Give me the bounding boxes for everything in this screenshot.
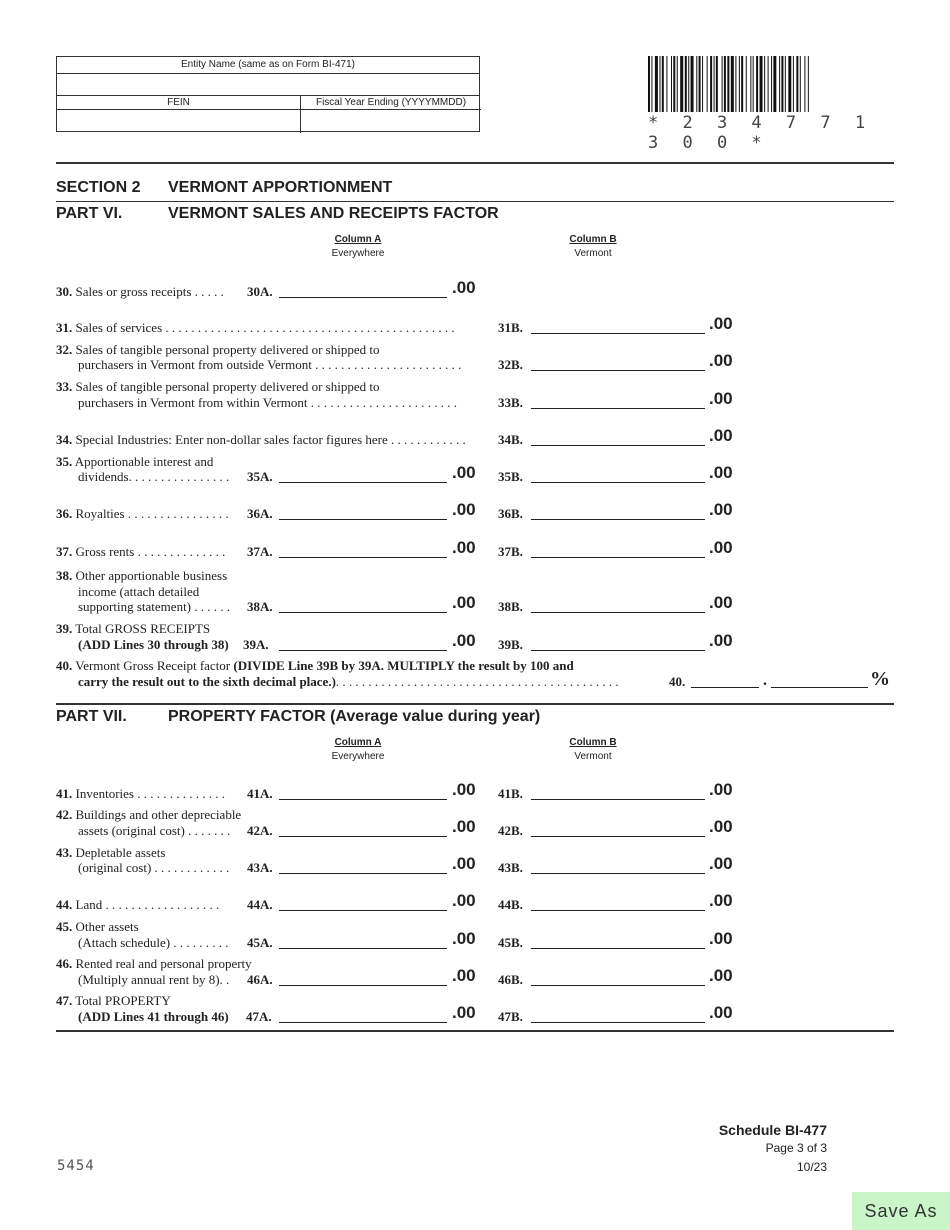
revision-date: 10/23 xyxy=(796,1160,827,1174)
cents-suffix: .00 xyxy=(452,966,476,985)
line-42a-label: 42A. xyxy=(247,823,273,838)
cents-suffix: .00 xyxy=(709,314,733,333)
line-44b-label: 44B. xyxy=(498,897,523,912)
cents-suffix: .00 xyxy=(709,500,733,519)
line-39-label-cont: (ADD Lines 30 through 38) xyxy=(78,637,229,652)
cents-suffix: .00 xyxy=(709,389,733,408)
line-33-label-cont: purchasers in Vermont from within Vermont . . . . . . . . . . . . . . . . . . . . . . . xyxy=(78,395,458,410)
barcode-image xyxy=(648,56,890,112)
column-b-sub: Vermont xyxy=(574,248,612,259)
line-37b-label: 37B. xyxy=(498,544,523,559)
line-40-label: 40. Vermont Gross Receipt factor (DIVIDE Line 39B by 39A. MULTIPLY the result by 100 and xyxy=(56,658,574,673)
line-43a-label: 43A. xyxy=(247,860,273,875)
cents-suffix: .00 xyxy=(709,463,733,482)
cents-suffix: .00 xyxy=(709,817,733,836)
line-32b-label: 32B. xyxy=(498,357,523,372)
line-43-label: 43. Depletable assets xyxy=(56,845,166,860)
line-40-decimal-input[interactable] xyxy=(771,674,868,688)
line-41b-label: 41B. xyxy=(498,786,523,801)
line-44a-input[interactable] xyxy=(279,897,447,911)
column-b-sub: Vermont xyxy=(574,751,612,762)
barcode-text: * 2 3 4 7 7 1 3 0 0 * xyxy=(648,113,873,153)
divider xyxy=(56,162,894,164)
line-40-label-cont: carry the result out to the sixth decimal place.). . . . . . . . . . . . . . . . . . . . . . . . . . . . . . . . . . . . . . . . . . . . xyxy=(78,674,619,689)
line-34b-label: 34B. xyxy=(498,432,523,447)
cents-suffix: .00 xyxy=(709,891,733,910)
line-46b-label: 46B. xyxy=(498,972,523,987)
line-30-label: 30. Sales or gross receipts . . . . . xyxy=(56,284,224,299)
line-40-label-num: 40. xyxy=(669,674,686,689)
section-title: VERMONT APPORTIONMENT xyxy=(168,179,393,196)
line-40-decimal-point: . xyxy=(763,672,767,689)
cents-suffix: .00 xyxy=(709,929,733,948)
line-46-label: 46. Rented real and personal property xyxy=(56,956,252,971)
fiscal-year-input[interactable] xyxy=(301,110,481,133)
line-39b-input[interactable] xyxy=(531,637,705,651)
cents-suffix: .00 xyxy=(709,631,733,650)
line-31b-input[interactable] xyxy=(531,320,705,334)
cents-suffix: .00 xyxy=(452,463,476,482)
line-41b-input[interactable] xyxy=(531,786,705,800)
line-47a-label: 47A. xyxy=(246,1009,272,1024)
cents-suffix: .00 xyxy=(709,351,733,370)
line-45-label: 45. Other assets xyxy=(56,919,139,934)
cents-suffix: .00 xyxy=(709,1003,733,1022)
cents-suffix: .00 xyxy=(452,538,476,557)
line-42a-input[interactable] xyxy=(279,823,447,837)
line-39a-input[interactable] xyxy=(279,637,447,651)
line-41a-label: 41A. xyxy=(247,786,273,801)
line-46a-label: 46A. xyxy=(247,972,273,987)
fein-input[interactable] xyxy=(57,110,300,133)
line-35b-input[interactable] xyxy=(531,469,705,483)
line-38a-input[interactable] xyxy=(279,599,447,613)
cents-suffix: .00 xyxy=(452,500,476,519)
line-40-integer-input[interactable] xyxy=(691,674,759,688)
line-47-label: 47. Total PROPERTY xyxy=(56,993,171,1008)
fiscal-year-cell[interactable] xyxy=(301,110,481,133)
line-47a-input[interactable] xyxy=(279,1009,447,1023)
cents-suffix: .00 xyxy=(452,593,476,612)
line-38b-label: 38B. xyxy=(498,599,523,614)
line-31b-label: 31B. xyxy=(498,320,523,335)
line-38-label: 38. Other apportionable business xyxy=(56,568,228,583)
entity-name-label: Entity Name (same as on Form BI-471) xyxy=(57,57,479,74)
schedule-name: Schedule BI-477 xyxy=(718,1122,827,1138)
line-34b-input[interactable] xyxy=(531,432,705,446)
line-39b-label: 39B. xyxy=(498,637,523,652)
cents-suffix: .00 xyxy=(452,891,476,910)
line-38b-input[interactable] xyxy=(531,599,705,613)
divider xyxy=(56,201,894,202)
line-37a-input[interactable] xyxy=(279,544,447,558)
line-43-label-cont: (original cost) . . . . . . . . . . . . xyxy=(78,860,230,875)
line-38a-label: 38A. xyxy=(247,599,273,614)
cents-suffix: .00 xyxy=(709,854,733,873)
line-42-label-cont: assets (original cost) . . . . . . . xyxy=(78,823,231,838)
column-a-sub: Everywhere xyxy=(331,751,385,762)
line-35b-label: 35B. xyxy=(498,469,523,484)
line-45a-label: 45A. xyxy=(247,935,273,950)
line-42-label: 42. Buildings and other depreciable xyxy=(56,807,242,822)
cents-suffix: .00 xyxy=(709,593,733,612)
line-44a-label: 44A. xyxy=(247,897,273,912)
line-45b-label: 45B. xyxy=(498,935,523,950)
line-34-label: 34. Special Industries: Enter non-dollar sales factor figures here . . . . . . . . . . . . xyxy=(56,432,466,447)
part-vi-number: PART VI. xyxy=(56,205,123,222)
line-36-label: 36. Royalties . . . . . . . . . . . . . . . . xyxy=(56,506,229,521)
line-36b-label: 36B. xyxy=(498,506,523,521)
line-38-label-cont: income (attach detailed xyxy=(78,584,200,599)
line-35a-input[interactable] xyxy=(279,469,447,483)
save-as-button[interactable]: Save As xyxy=(852,1192,950,1230)
percent-sign: % xyxy=(870,668,890,690)
cents-suffix: .00 xyxy=(452,631,476,650)
cents-suffix: .00 xyxy=(709,426,733,445)
line-47b-input[interactable] xyxy=(531,1009,705,1023)
part-vi-title: VERMONT SALES AND RECEIPTS FACTOR xyxy=(168,205,499,222)
entity-name-cell[interactable] xyxy=(57,73,479,96)
section-number: SECTION 2 xyxy=(56,179,141,196)
line-46a-input[interactable] xyxy=(279,972,447,986)
column-a-sub: Everywhere xyxy=(331,248,385,259)
line-43a-input[interactable] xyxy=(279,860,447,874)
line-32-label-cont: purchasers in Vermont from outside Vermont . . . . . . . . . . . . . . . . . . . . . . . xyxy=(78,357,462,372)
line-46-label-cont: (Multiply annual rent by 8). . xyxy=(78,972,230,987)
column-a-title: Column A xyxy=(334,737,382,748)
cents-suffix: .00 xyxy=(709,538,733,557)
line-42b-label: 42B. xyxy=(498,823,523,838)
line-32b-input[interactable] xyxy=(531,357,705,371)
line-33-label: 33. Sales of tangible personal property delivered or shipped to xyxy=(56,379,380,394)
column-a-header xyxy=(298,736,418,764)
cents-suffix: .00 xyxy=(452,780,476,799)
line-37b-input[interactable] xyxy=(531,544,705,558)
cents-suffix: .00 xyxy=(709,780,733,799)
line-39-label: 39. Total GROSS RECEIPTS xyxy=(56,621,211,636)
fein-label: FEIN xyxy=(57,95,301,110)
line-47-label-cont: (ADD Lines 41 through 46) xyxy=(78,1009,229,1024)
cents-suffix: .00 xyxy=(452,278,476,297)
line-46b-input[interactable] xyxy=(531,972,705,986)
line-43b-label: 43B. xyxy=(498,860,523,875)
line-30a-label: 30A. xyxy=(247,284,273,299)
line-45b-input[interactable] xyxy=(531,935,705,949)
column-a-header xyxy=(298,233,418,261)
part-vii-title: PROPERTY FACTOR (Average value during year) xyxy=(168,708,541,725)
line-39a-label: 39A. xyxy=(243,637,269,652)
cents-suffix: .00 xyxy=(452,817,476,836)
line-36a-label: 36A. xyxy=(247,506,273,521)
line-32-label: 32. Sales of tangible personal property delivered or shipped to xyxy=(56,342,380,357)
cents-suffix: .00 xyxy=(709,966,733,985)
column-a-title: Column A xyxy=(334,234,382,245)
line-31-label: 31. Sales of services . . . . . . . . . . . . . . . . . . . . . . . . . . . . . . . . . . . . . . . . . . . . . xyxy=(56,320,455,335)
line-35-label: 35. Apportionable interest and xyxy=(56,454,214,469)
cents-suffix: .00 xyxy=(452,1003,476,1022)
divider xyxy=(56,1030,894,1032)
line-41-label: 41. Inventories . . . . . . . . . . . . . . xyxy=(56,786,225,801)
line-42b-input[interactable] xyxy=(531,823,705,837)
line-35a-label: 35A. xyxy=(247,469,273,484)
line-37a-label: 37A. xyxy=(247,544,273,559)
line-36a-input[interactable] xyxy=(279,506,447,520)
line-45a-input[interactable] xyxy=(279,935,447,949)
fiscal-year-label: Fiscal Year Ending (YYYYMMDD) xyxy=(301,95,481,110)
line-33b-label: 33B. xyxy=(498,395,523,410)
line-35-label-cont: dividends. . . . . . . . . . . . . . . . xyxy=(78,469,230,484)
column-b-title: Column B xyxy=(569,234,617,245)
line-33b-input[interactable] xyxy=(531,395,705,409)
line-38-label-cont2: supporting statement) . . . . . . xyxy=(78,599,231,614)
column-b-header xyxy=(533,736,653,764)
entity-name-input[interactable] xyxy=(57,73,479,95)
line-44b-input[interactable] xyxy=(531,897,705,911)
entity-header-box xyxy=(56,56,480,132)
line-41a-input[interactable] xyxy=(279,786,447,800)
page-indicator: Page 3 of 3 xyxy=(765,1141,827,1155)
divider xyxy=(56,703,894,705)
line-36b-input[interactable] xyxy=(531,506,705,520)
column-b-header xyxy=(533,233,653,261)
line-47b-label: 47B. xyxy=(498,1009,523,1024)
form-number: 5454 xyxy=(57,1158,95,1174)
line-43b-input[interactable] xyxy=(531,860,705,874)
cents-suffix: .00 xyxy=(452,929,476,948)
part-vii-number: PART VII. xyxy=(56,708,127,725)
line-37-label: 37. Gross rents . . . . . . . . . . . . . . xyxy=(56,544,226,559)
line-30a-input[interactable] xyxy=(279,284,447,298)
line-45-label-cont: (Attach schedule) . . . . . . . . . xyxy=(78,935,229,950)
cents-suffix: .00 xyxy=(452,854,476,873)
fein-cell[interactable] xyxy=(57,110,301,133)
line-44-label: 44. Land . . . . . . . . . . . . . . . . . . xyxy=(56,897,220,912)
column-b-title: Column B xyxy=(569,737,617,748)
